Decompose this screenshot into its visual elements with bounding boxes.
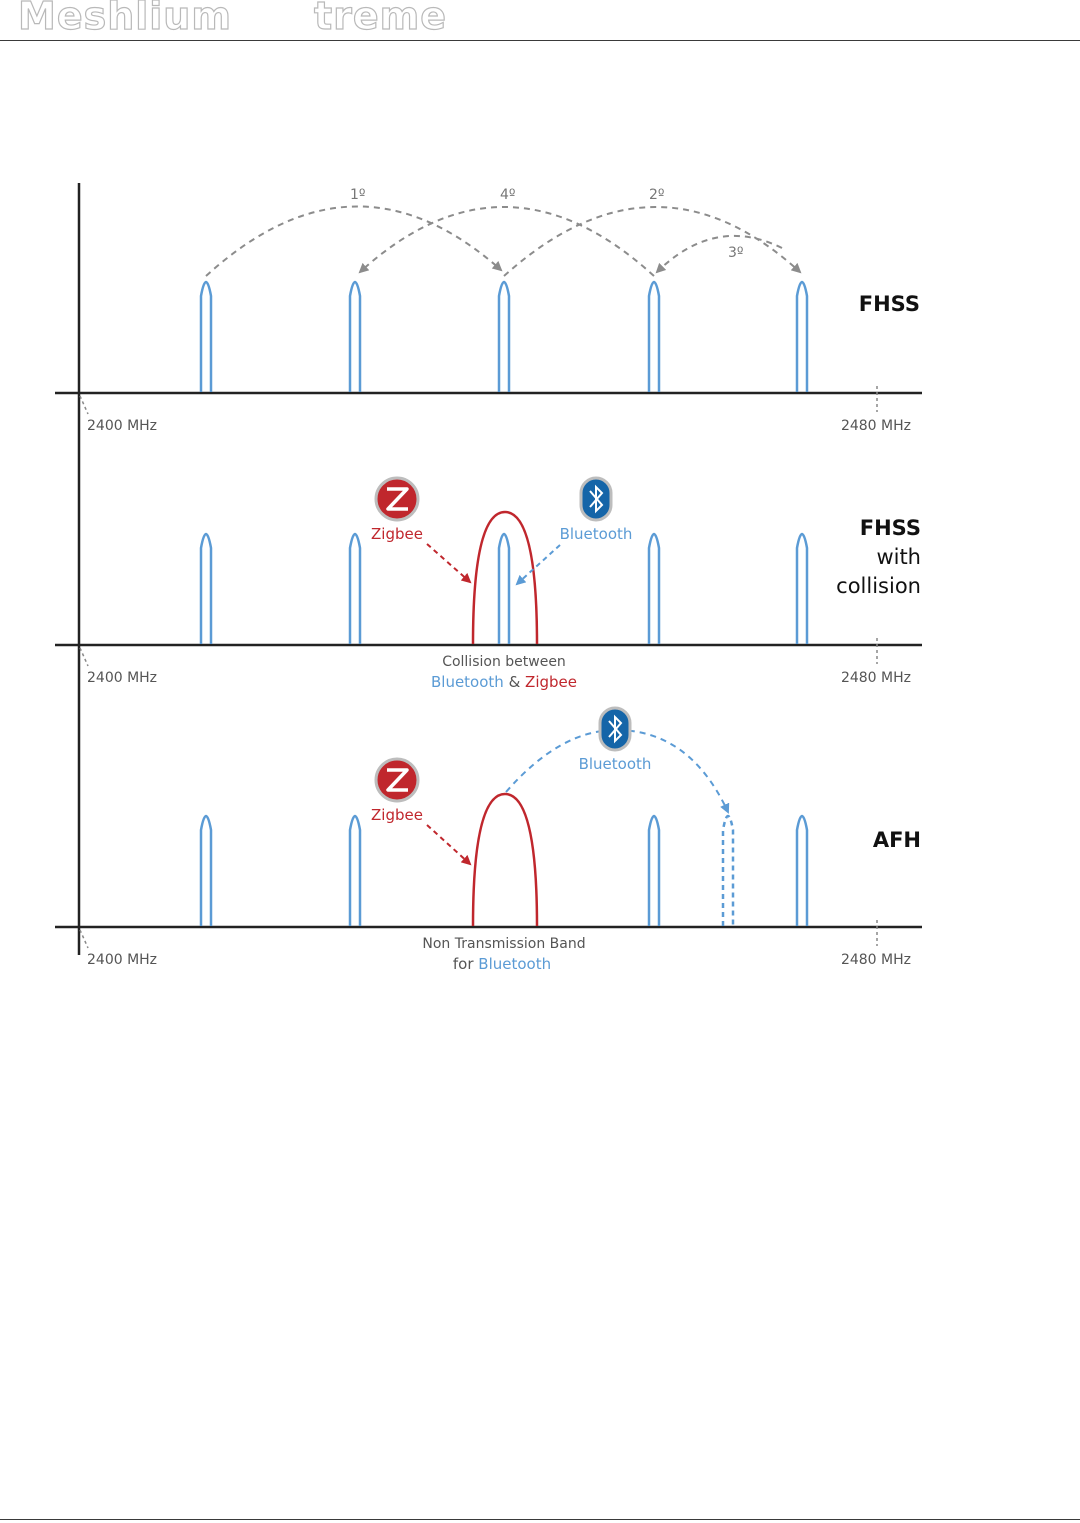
bluetooth-arrow [517, 545, 560, 584]
bluetooth-logo-icon [600, 708, 630, 750]
zigbee-arrow [427, 544, 470, 582]
channel-pulse [201, 282, 211, 392]
panel-title-line-3: collision [836, 574, 921, 598]
channel-pulse [649, 534, 659, 644]
caption-zigbee: Zigbee [525, 673, 578, 691]
bluetooth-label: Bluetooth [578, 755, 652, 773]
panel-title-fhss: FHSS [858, 292, 920, 316]
hop-label-3: 3º [728, 245, 744, 261]
zigbee-logo-icon [376, 759, 418, 801]
relocated-channel-pulse [723, 816, 733, 926]
header-title-word-1: Meshlium [18, 0, 232, 38]
hop-label-4: 4º [500, 187, 516, 203]
channel-pulse [350, 282, 360, 392]
channel-pulse [649, 816, 659, 926]
caption-bluetooth: Bluetooth [478, 955, 552, 973]
channel-pulse [350, 534, 360, 644]
start-tick [80, 396, 88, 414]
panel-fhss-collision [55, 478, 922, 691]
panel-title-line-2: with [876, 545, 921, 569]
axis-max-label: 2480 MHz [840, 670, 911, 686]
bluetooth-label: Bluetooth [559, 525, 633, 543]
hop-label-2: 2º [649, 187, 665, 203]
bluetooth-logo-icon [581, 478, 611, 520]
band-caption-line-2 [453, 955, 551, 973]
zigbee-arrow [427, 825, 470, 864]
hop-label-1: 1º [350, 187, 366, 203]
panel-afh [55, 708, 922, 973]
zigbee-label: Zigbee [371, 525, 423, 543]
axis-max-label: 2480 MHz [840, 952, 911, 968]
channel-pulse [499, 282, 509, 392]
caption-bluetooth: Bluetooth [430, 673, 504, 691]
hop-arrow-4 [504, 207, 800, 276]
band-caption-line-1: Non Transmission Band [422, 936, 586, 952]
start-tick [80, 930, 88, 948]
channel-pulse [797, 534, 807, 644]
channel-pulse [649, 282, 659, 392]
start-tick [80, 648, 88, 666]
channel-pulse [797, 816, 807, 926]
caption-ampersand: & [503, 673, 526, 691]
panel-title-afh: AFH [872, 828, 921, 852]
channel-pulse [499, 534, 509, 644]
channel-pulse [201, 816, 211, 926]
collision-caption-line-1: Collision between [442, 654, 566, 670]
footer-rule [0, 1519, 1080, 1520]
hop-arrow-3 [657, 236, 782, 272]
caption-for: for [452, 955, 479, 973]
hop-arrow-1 [206, 206, 501, 276]
zigbee-signal-curve [473, 512, 537, 644]
channel-pulse [350, 816, 360, 926]
zigbee-logo-icon [376, 478, 418, 520]
panel-fhss [55, 187, 922, 434]
axis-max-label: 2480 MHz [840, 418, 911, 434]
zigbee-label: Zigbee [371, 806, 423, 824]
axis-min-label: 2400 MHz [87, 952, 158, 968]
axis-min-label: 2400 MHz [87, 670, 158, 686]
panel-title-line-1: FHSS [859, 516, 921, 540]
collision-caption-line-2 [431, 673, 577, 691]
zigbee-signal-curve [473, 794, 537, 926]
channel-pulse [201, 534, 211, 644]
axis-min-label: 2400 MHz [87, 418, 158, 434]
hop-arrow-2 [360, 207, 654, 276]
channel-pulse [797, 282, 807, 392]
header-title-word-2: treme [314, 0, 448, 38]
